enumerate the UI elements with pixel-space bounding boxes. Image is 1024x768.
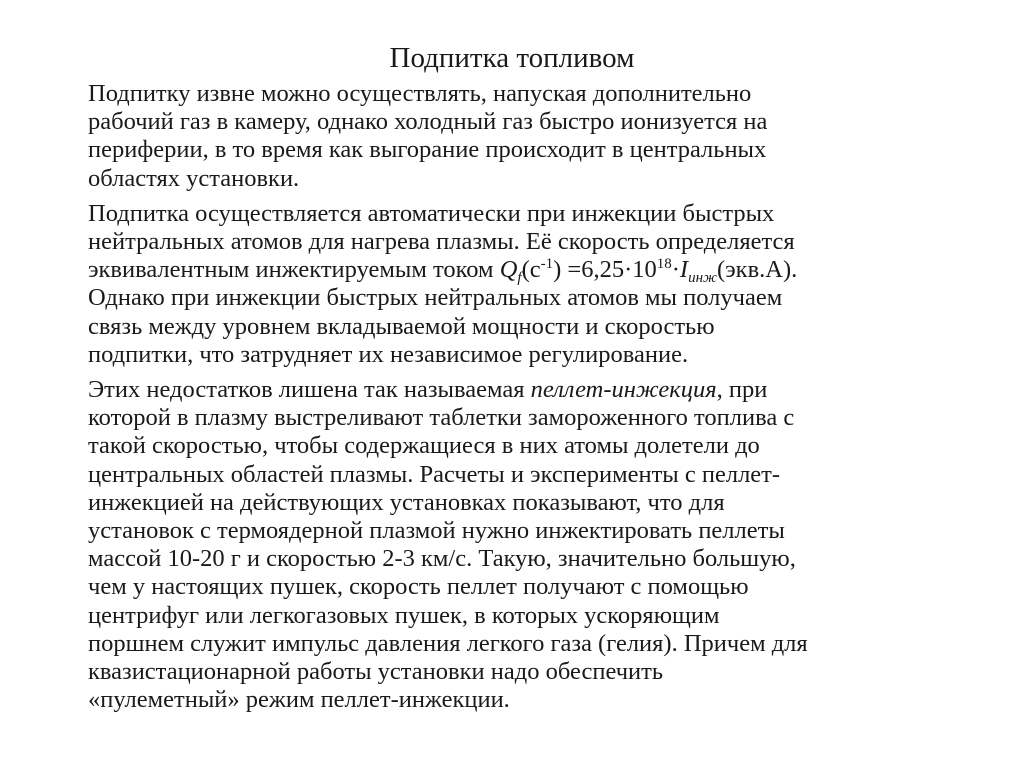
paragraph-3-line: центрифуг или легкогазовых пушек, в которых ускоряющим [88, 601, 720, 629]
paragraph-2-line: Однако при инжекции быстрых нейтральных атомов мы получаем [88, 284, 783, 312]
formula-prefix: эквивалентным инжектируемым током [88, 256, 500, 284]
unit-suffix: (экв.А). [717, 256, 798, 284]
paragraph-2-line: подпитки, что затрудняет их независимое регулирование. [88, 340, 689, 368]
paragraph-3-first-line [88, 376, 938, 404]
equation-text: ) =6,25·10 [553, 256, 657, 284]
paragraph-3-line: инжекцией на действующих установках показывают, что для [88, 488, 725, 516]
paragraph-1-line: Подпитку извне можно осуществлять, напуская дополнительно [88, 80, 752, 107]
paragraph-2 [88, 200, 938, 369]
exponent-18: 18 [656, 256, 672, 273]
i-symbol: I [679, 256, 689, 284]
paragraph-3-line: «пулеметный» режим пеллет-инжекции. [88, 686, 510, 714]
multiply-dot: · [671, 256, 680, 284]
paragraph-1-line: областях установки. [88, 164, 300, 192]
paragraph-3-line: которой в плазму выстреливают таблетки замороженного топлива с [88, 404, 795, 432]
paragraph-3-prefix: Этих недостатков лишена так называемая [88, 376, 531, 404]
q-subscript: f [517, 270, 522, 287]
paragraph-3-line: центральных областей плазмы. Расчеты и эксперименты с пеллет- [88, 460, 781, 488]
exponent-neg1: -1 [540, 256, 554, 273]
paren-open: (с [521, 256, 541, 284]
paragraph-2-formula-line [88, 256, 938, 287]
term-pellet-injection: пеллет-инжекция [530, 376, 717, 404]
paragraph-3-line: массой 10-20 г и скоростью 2-3 км/с. Такую, значительно большую, [88, 545, 796, 573]
paragraph-3 [88, 376, 938, 714]
paragraph-3-line: такой скоростью, чтобы содержащиеся в них атомы долетели до [88, 432, 760, 460]
paragraph-2-line: Подпитка осуществляется автоматически при инжекции быстрых [88, 199, 775, 227]
paragraph-3-line: поршнем служит импульс давления легкого газа (гелия). Причем для [88, 629, 808, 657]
slide-body [88, 80, 938, 721]
i-subscript: инж [688, 270, 717, 287]
paragraph-3-line: установок с термоядерной плазмой нужно инжектировать пеллеты [88, 517, 785, 545]
paragraph-2-line: нейтральных атомов для нагрева плазмы. Её скорость определяется [88, 228, 795, 256]
q-symbol: Q [499, 256, 518, 284]
paragraph-1-line: рабочий газ в камеру, однако холодный газ быстро ионизуется на [88, 108, 768, 136]
paragraph-3-suffix: , при [716, 376, 768, 404]
paragraph-3-line: чем у настоящих пушек, скорость пеллет получают с помощью [88, 573, 749, 601]
paragraph-3-line: квазистационарной работы установки надо обеспечить [88, 658, 664, 686]
slide-title: Подпитка топливом [389, 42, 635, 74]
paragraph-2-line: связь между уровнем вкладываемой мощности и скоростью [88, 312, 715, 340]
paragraph-1 [88, 80, 938, 193]
paragraph-1-line: периферии, в то время как выгорание происходит в центральных [88, 136, 767, 164]
